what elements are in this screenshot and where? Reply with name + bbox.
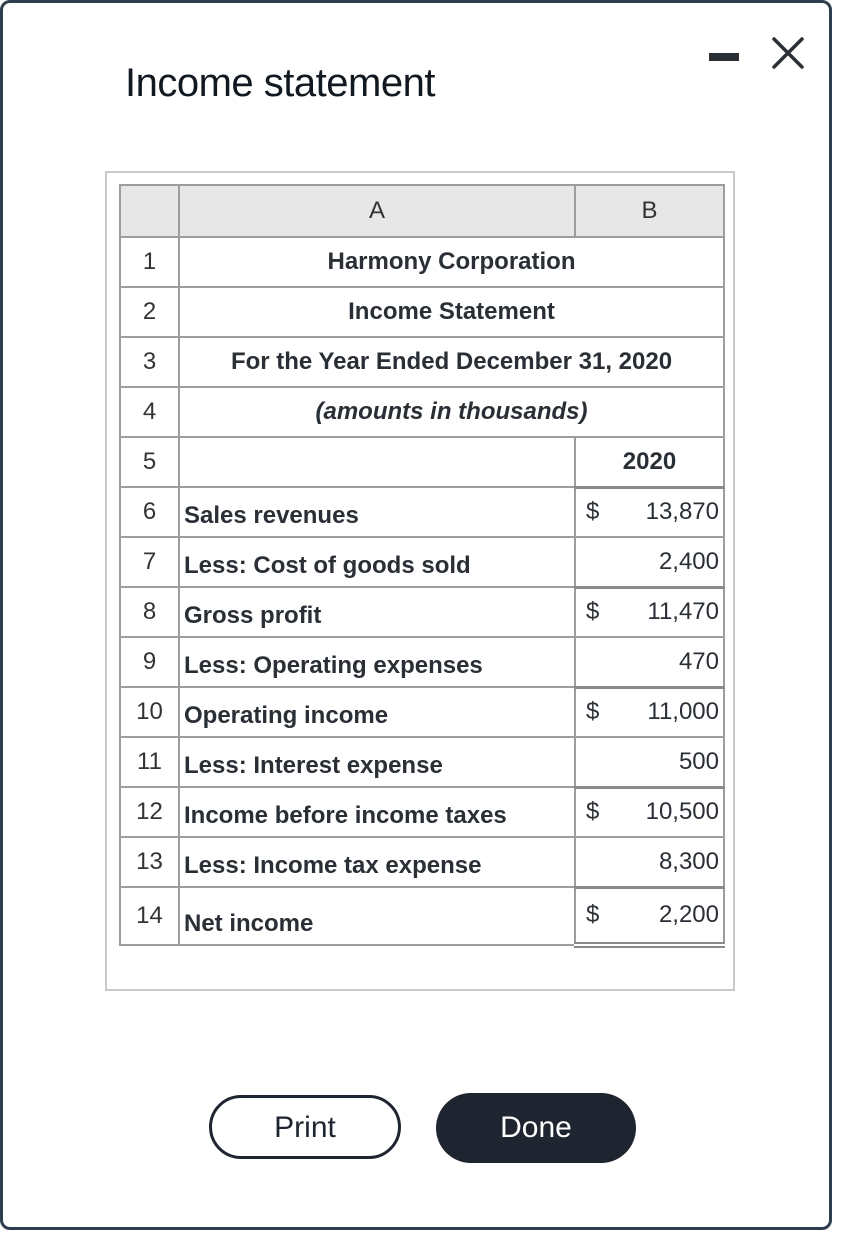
statement-period: For the Year Ended December 31, 2020 xyxy=(179,337,724,387)
table-row xyxy=(120,437,724,487)
table-row xyxy=(120,687,724,737)
row-number: 3 xyxy=(120,337,179,387)
line-item-label: Less: Interest expense xyxy=(179,737,575,787)
amount-value: 470 xyxy=(678,647,719,675)
row-number: 6 xyxy=(120,487,179,537)
table-row xyxy=(120,787,724,837)
table-row xyxy=(120,637,724,687)
amounts-note: (amounts in thousands) xyxy=(179,387,724,437)
statement-title: Income Statement xyxy=(179,287,724,337)
table-row xyxy=(120,337,724,387)
row-number: 4 xyxy=(120,387,179,437)
line-item-amount xyxy=(575,487,724,537)
table-row xyxy=(120,237,724,287)
line-item-label: Sales revenues xyxy=(179,487,575,537)
amount-value: 11,000 xyxy=(647,698,719,726)
line-item-label: Gross profit xyxy=(179,587,575,637)
print-button[interactable]: Print xyxy=(209,1095,401,1159)
line-item-label: Operating income xyxy=(179,687,575,737)
amount-value: 2,400 xyxy=(658,547,719,575)
minimize-icon xyxy=(709,53,739,61)
line-item-label: Income before income taxes xyxy=(179,787,575,837)
line-item-label: Less: Operating expenses xyxy=(179,637,575,687)
dollar-sign: $ xyxy=(586,798,600,826)
line-item-label: Net income xyxy=(179,887,575,945)
window-title: Income statement xyxy=(125,61,435,105)
line-item-amount xyxy=(575,637,724,687)
amount-value: 13,870 xyxy=(645,498,719,526)
spreadsheet-frame xyxy=(105,171,735,991)
line-item-amount xyxy=(575,887,724,945)
row-number: 8 xyxy=(120,587,179,637)
table-row xyxy=(120,287,724,337)
dollar-sign: $ xyxy=(586,598,600,626)
table-row xyxy=(120,887,724,945)
dollar-sign: $ xyxy=(586,698,600,726)
table-row xyxy=(120,737,724,787)
line-item-amount xyxy=(575,587,724,637)
income-statement-table xyxy=(119,184,725,948)
company-name: Harmony Corporation xyxy=(179,237,724,287)
year-header: 2020 xyxy=(575,437,724,487)
table-row xyxy=(120,387,724,437)
dollar-sign: $ xyxy=(586,901,600,929)
row-number: 12 xyxy=(120,787,179,837)
amount-value: 11,470 xyxy=(647,598,719,626)
line-item-amount xyxy=(575,837,724,887)
amount-value: 500 xyxy=(678,747,719,775)
done-button[interactable]: Done xyxy=(436,1093,636,1163)
column-header-b: B xyxy=(575,185,724,237)
row-number: 7 xyxy=(120,537,179,587)
row-number: 5 xyxy=(120,437,179,487)
dollar-sign: $ xyxy=(586,498,600,526)
amount-value: 2,200 xyxy=(658,901,719,929)
row-number: 11 xyxy=(120,737,179,787)
line-item-amount xyxy=(575,687,724,737)
line-item-amount xyxy=(575,537,724,587)
table-row xyxy=(120,587,724,637)
column-header-row xyxy=(120,185,724,237)
row-number: 14 xyxy=(120,887,179,945)
line-item-amount xyxy=(575,737,724,787)
amount-value: 10,500 xyxy=(645,798,719,826)
close-icon xyxy=(771,36,805,70)
row-number: 2 xyxy=(120,287,179,337)
row-number: 10 xyxy=(120,687,179,737)
table-row xyxy=(120,837,724,887)
line-item-amount xyxy=(575,787,724,837)
line-item-label: Less: Income tax expense xyxy=(179,837,575,887)
table-row xyxy=(120,487,724,537)
line-item-label: Less: Cost of goods sold xyxy=(179,537,575,587)
minimize-button[interactable] xyxy=(709,53,739,63)
amount-value: 8,300 xyxy=(658,847,719,875)
corner-cell xyxy=(120,185,179,237)
empty-cell xyxy=(179,437,575,487)
row-number: 9 xyxy=(120,637,179,687)
column-header-a: A xyxy=(179,185,575,237)
row-number: 1 xyxy=(120,237,179,287)
row-number: 13 xyxy=(120,837,179,887)
table-row xyxy=(120,537,724,587)
close-button[interactable] xyxy=(771,36,805,70)
